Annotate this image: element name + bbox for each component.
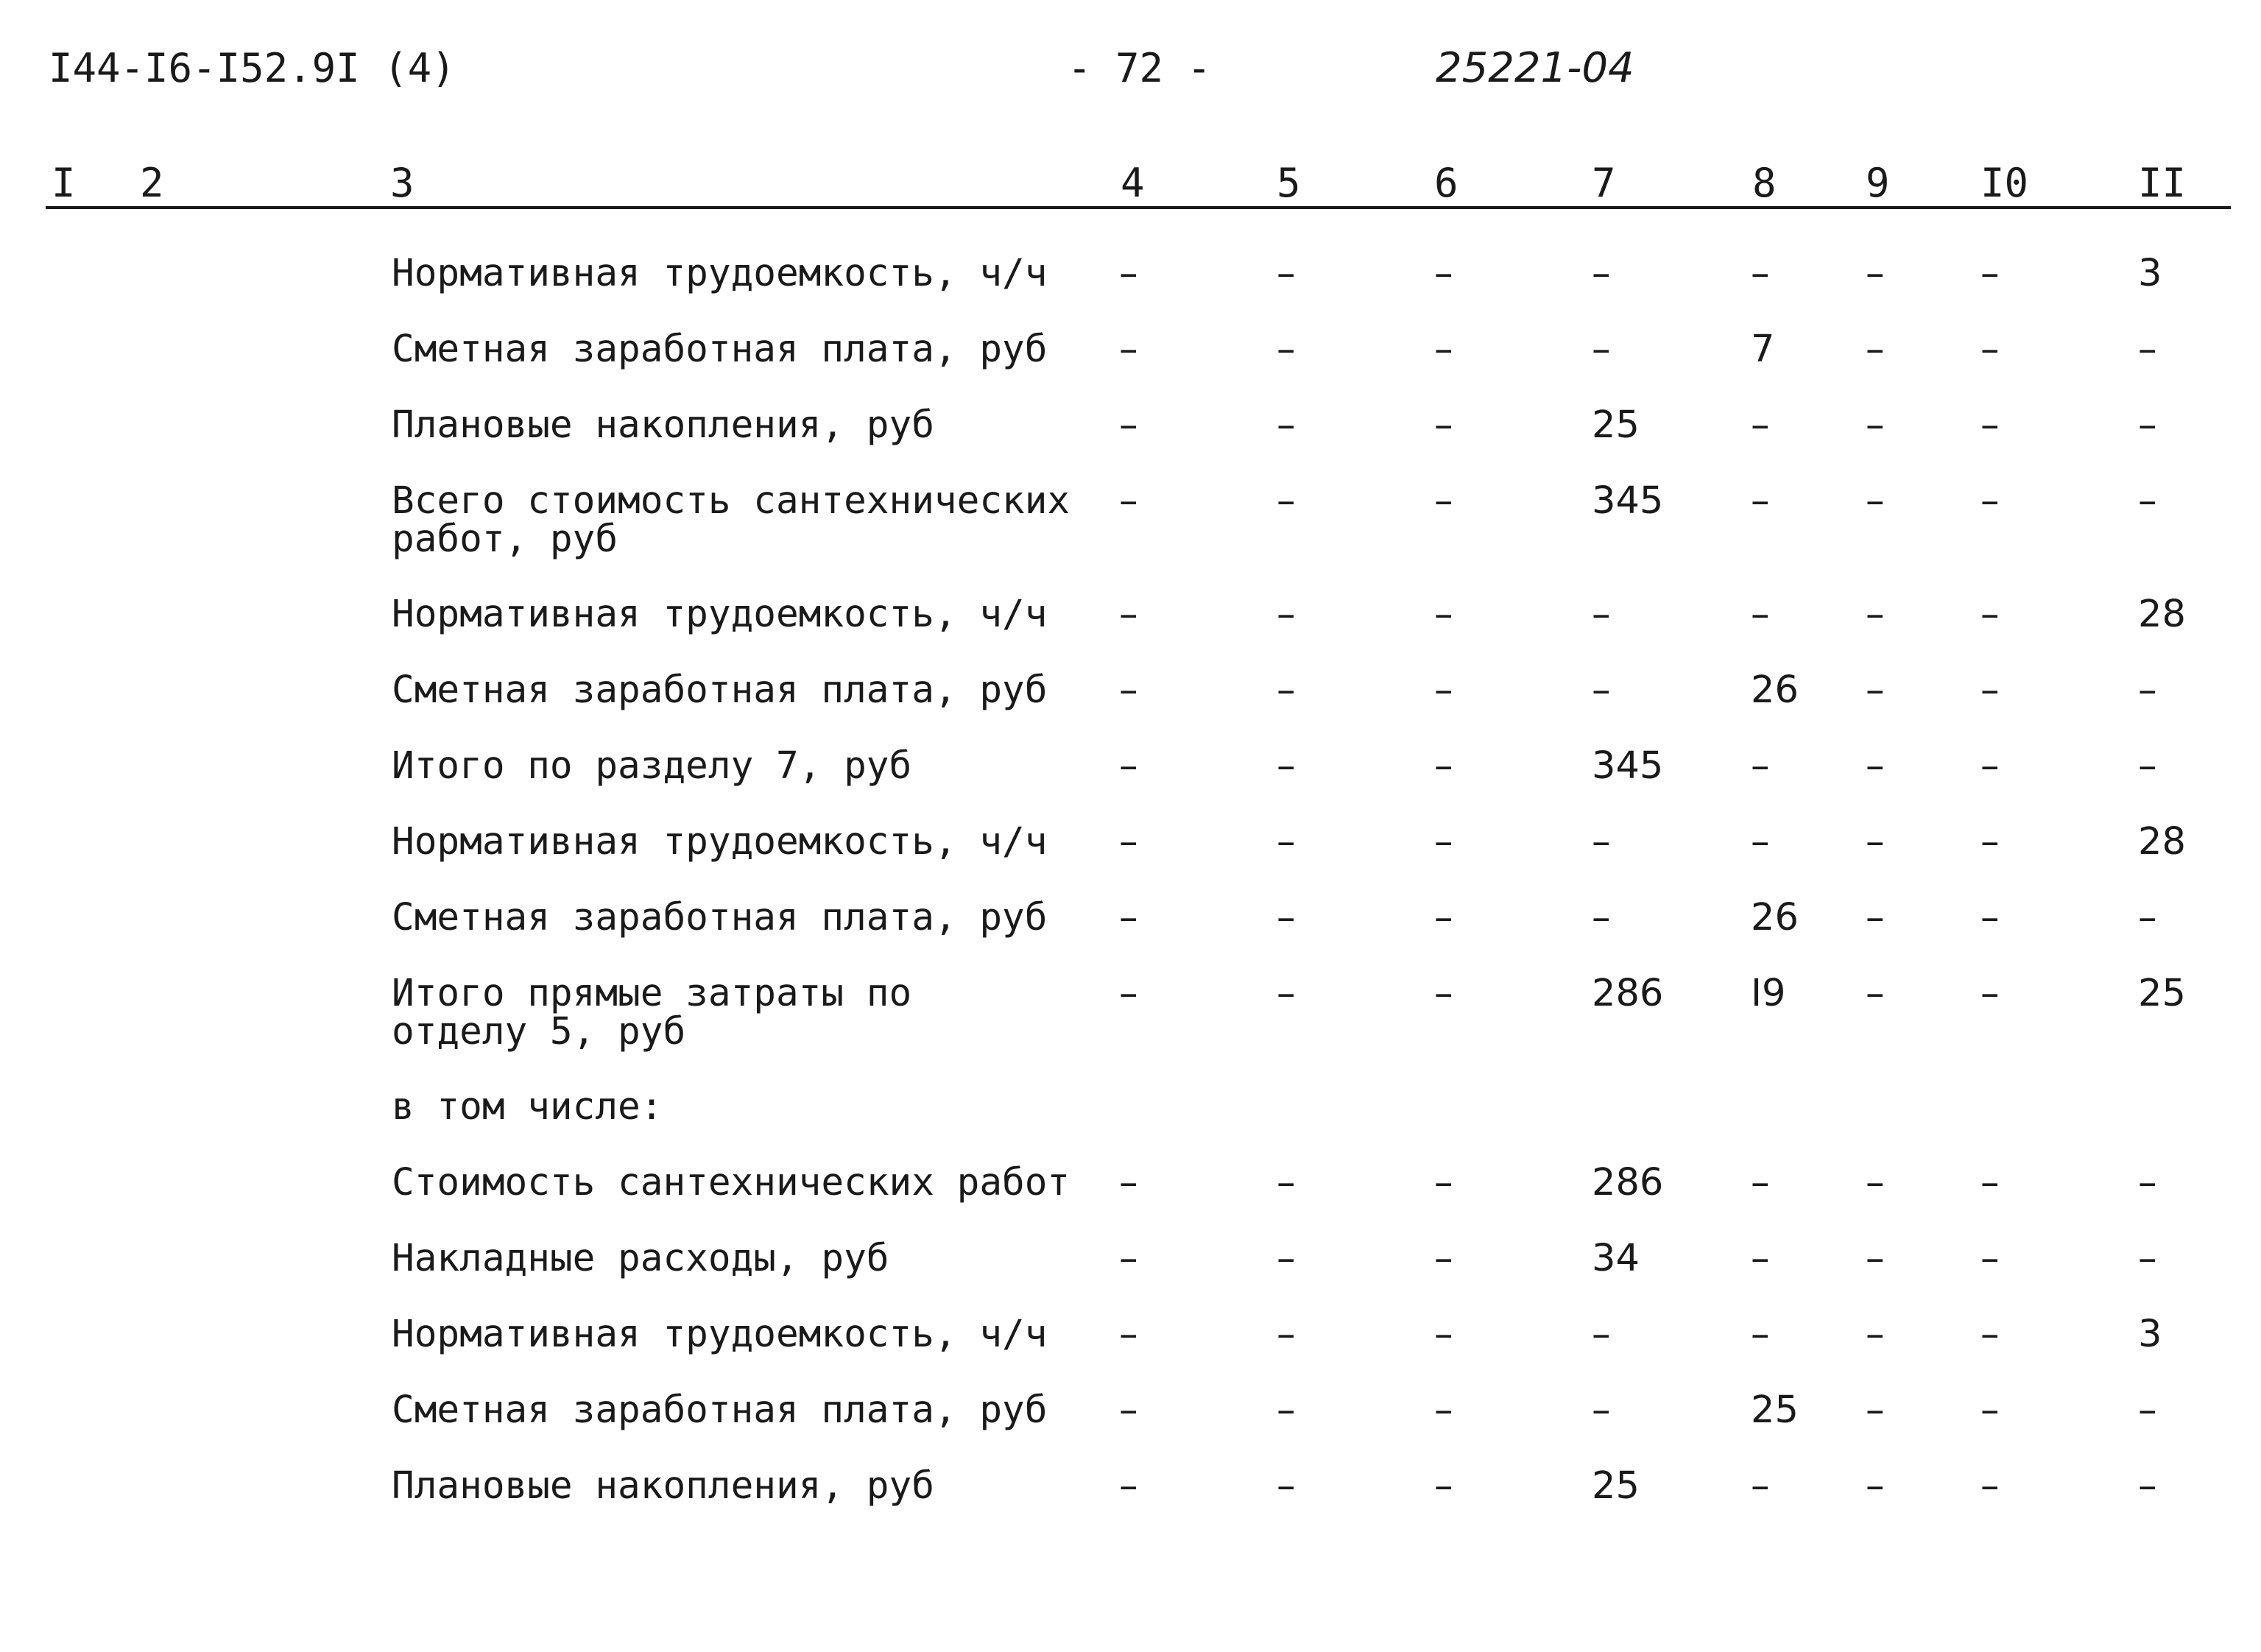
cell-col9: – — [1866, 479, 1885, 523]
cell-col11: – — [2138, 1237, 2157, 1280]
cell-col9: – — [1866, 1313, 1885, 1356]
cell-col6: – — [1434, 403, 1453, 447]
cell-col8: – — [1751, 1161, 1770, 1204]
cell-col7: 286 — [1592, 972, 1664, 1015]
cell-col7: – — [1592, 668, 1611, 712]
cell-col11: – — [2138, 328, 2157, 371]
cell-col11: 3 — [2138, 1313, 2162, 1356]
cell-col7: 34 — [1592, 1237, 1640, 1280]
cell-col7: – — [1592, 820, 1611, 864]
cell-col5: – — [1277, 1388, 1296, 1432]
cell-col6: – — [1434, 252, 1453, 295]
cell-col11: – — [2138, 1388, 2157, 1432]
table-row — [0, 1388, 2261, 1467]
table-row — [0, 479, 2261, 596]
row-label: Плановые накопления, руб — [392, 403, 934, 447]
cell-col5: – — [1277, 896, 1296, 939]
row-label: Сметная заработная плата, руб — [392, 668, 1048, 712]
table-row — [0, 744, 2261, 823]
column-header-2: 2 — [140, 160, 164, 206]
cell-col11: – — [2138, 668, 2157, 712]
table-row — [0, 820, 2261, 899]
cell-col5: – — [1277, 820, 1296, 864]
table-row — [0, 1464, 2261, 1543]
cell-col8: – — [1751, 479, 1770, 523]
cell-col5: – — [1277, 744, 1296, 788]
cell-col11: 28 — [2138, 593, 2186, 636]
cell-col11: – — [2138, 1161, 2157, 1204]
cell-col5: – — [1277, 403, 1296, 447]
cell-col5: – — [1277, 668, 1296, 712]
cell-col4: – — [1119, 479, 1138, 523]
cell-col11: – — [2138, 744, 2157, 788]
table-row — [0, 252, 2261, 331]
row-label: Нормативная трудоемкость, ч/ч — [392, 593, 1048, 636]
cell-col4: – — [1119, 1161, 1138, 1204]
cell-col9: – — [1866, 1237, 1885, 1280]
cell-col11: – — [2138, 479, 2157, 523]
cell-col10: – — [1980, 1464, 2000, 1508]
cell-col9: – — [1866, 1464, 1885, 1508]
cell-col4: – — [1119, 1237, 1138, 1280]
cell-col6: – — [1434, 820, 1453, 864]
row-label: Нормативная трудоемкость, ч/ч — [392, 252, 1048, 295]
cell-col9: – — [1866, 252, 1885, 295]
cell-col8: – — [1751, 252, 1770, 295]
cell-col6: – — [1434, 1237, 1453, 1280]
cell-col9: – — [1866, 403, 1885, 447]
cell-col4: – — [1119, 403, 1138, 447]
row-label: Сметная заработная плата, руб — [392, 896, 1048, 939]
cell-col5: – — [1277, 593, 1296, 636]
row-label: Сметная заработная плата, руб — [392, 1388, 1048, 1432]
page-number: - 72 - — [1068, 45, 1212, 91]
row-label: Нормативная трудоемкость, ч/ч — [392, 820, 1048, 864]
cell-col10: – — [1980, 972, 2000, 1015]
cell-col7: 345 — [1592, 744, 1664, 788]
cell-col9: – — [1866, 820, 1885, 864]
column-header-5: 5 — [1277, 160, 1301, 206]
cell-col4: – — [1119, 820, 1138, 864]
cell-col6: – — [1434, 1388, 1453, 1432]
cell-col5: – — [1277, 1237, 1296, 1280]
table-row — [0, 896, 2261, 975]
cell-col8: – — [1751, 1313, 1770, 1356]
cell-col10: – — [1980, 593, 2000, 636]
cell-col9: – — [1866, 668, 1885, 712]
cell-col4: – — [1119, 668, 1138, 712]
column-header-7: 7 — [1592, 160, 1616, 206]
cell-col6: – — [1434, 1313, 1453, 1356]
table-row — [0, 1237, 2261, 1316]
row-label: Плановые накопления, руб — [392, 1464, 934, 1508]
cell-col8: – — [1751, 820, 1770, 864]
cell-col8: I9 — [1751, 972, 1786, 1015]
cell-col6: – — [1434, 593, 1453, 636]
table-row — [0, 1161, 2261, 1240]
cell-col7: – — [1592, 1313, 1611, 1356]
row-label: Сметная заработная плата, руб — [392, 328, 1048, 371]
cell-col6: – — [1434, 479, 1453, 523]
cell-col8: 26 — [1751, 668, 1799, 712]
cell-col7: – — [1592, 1388, 1611, 1432]
cell-col5: – — [1277, 972, 1296, 1015]
cell-col9: – — [1866, 328, 1885, 371]
cell-col10: – — [1980, 1313, 2000, 1356]
cell-col6: – — [1434, 896, 1453, 939]
cell-col10: – — [1980, 744, 2000, 788]
cell-col6: – — [1434, 328, 1453, 371]
cell-col10: – — [1980, 252, 2000, 295]
cell-col7: 25 — [1592, 403, 1640, 447]
row-label: Итого прямые затраты по отделу 5, руб — [392, 972, 912, 1053]
cell-col7: 345 — [1592, 479, 1664, 523]
cell-col5: – — [1277, 252, 1296, 295]
row-label: Всего стоимость сантехнических работ, руб — [392, 479, 1070, 561]
column-header-9: 9 — [1866, 160, 1890, 206]
cell-col11: 25 — [2138, 972, 2186, 1015]
cell-col7: – — [1592, 252, 1611, 295]
cell-col7: – — [1592, 896, 1611, 939]
cell-col5: – — [1277, 328, 1296, 371]
cell-col6: – — [1434, 972, 1453, 1015]
table-body — [0, 252, 2261, 1543]
cell-col11: 3 — [2138, 252, 2162, 295]
cell-col9: – — [1866, 593, 1885, 636]
cell-col4: – — [1119, 252, 1138, 295]
cell-col9: – — [1866, 744, 1885, 788]
cell-col4: – — [1119, 328, 1138, 371]
cell-col8: – — [1751, 403, 1770, 447]
cell-col11: – — [2138, 896, 2157, 939]
cell-col9: – — [1866, 1161, 1885, 1204]
cell-col6: – — [1434, 668, 1453, 712]
table-row — [0, 972, 2261, 1088]
cell-col5: – — [1277, 1464, 1296, 1508]
cell-col5: – — [1277, 1161, 1296, 1204]
table-row — [0, 1313, 2261, 1391]
cell-col7: – — [1592, 593, 1611, 636]
cell-col10: – — [1980, 403, 2000, 447]
cell-col9: – — [1866, 972, 1885, 1015]
cell-col10: – — [1980, 1237, 2000, 1280]
cell-col5: – — [1277, 479, 1296, 523]
cell-col8: – — [1751, 1237, 1770, 1280]
column-header-3: 3 — [390, 160, 415, 206]
cell-col11: – — [2138, 1464, 2157, 1508]
cell-col8: – — [1751, 744, 1770, 788]
cell-col4: – — [1119, 896, 1138, 939]
cell-col8: 26 — [1751, 896, 1799, 939]
column-header-4: 4 — [1121, 160, 1145, 206]
column-header-8: 8 — [1752, 160, 1777, 206]
cell-col8: – — [1751, 593, 1770, 636]
cell-col10: – — [1980, 1161, 2000, 1204]
cell-col10: – — [1980, 896, 2000, 939]
column-header-6: 6 — [1434, 160, 1458, 206]
cell-col11: 28 — [2138, 820, 2186, 864]
cell-col7: 286 — [1592, 1161, 1664, 1204]
cell-col4: – — [1119, 1313, 1138, 1356]
column-header-10: I0 — [1980, 160, 2029, 206]
row-label: Стоимость сантехнических работ — [392, 1161, 1070, 1204]
table-row — [0, 593, 2261, 671]
cell-col10: – — [1980, 1388, 2000, 1432]
table-row — [0, 328, 2261, 406]
cell-col4: – — [1119, 1464, 1138, 1508]
table-row — [0, 403, 2261, 482]
cell-col7: – — [1592, 328, 1611, 371]
cell-col10: – — [1980, 820, 2000, 864]
cell-col11: – — [2138, 403, 2157, 447]
row-label: Итого по разделу 7, руб — [392, 744, 912, 788]
document-code: I44-I6-I52.9I (4) — [49, 45, 456, 91]
table-row — [0, 668, 2261, 747]
cell-col4: – — [1119, 972, 1138, 1015]
cell-col8: – — [1751, 1464, 1770, 1508]
cell-col6: – — [1434, 744, 1453, 788]
cell-col4: – — [1119, 593, 1138, 636]
handwritten-code: 25221-04 — [1436, 44, 1634, 92]
row-label: в том числе: — [392, 1085, 663, 1129]
cell-col4: – — [1119, 744, 1138, 788]
cell-col9: – — [1866, 896, 1885, 939]
table-row — [0, 1085, 2261, 1164]
cell-col9: – — [1866, 1388, 1885, 1432]
cell-col6: – — [1434, 1464, 1453, 1508]
row-label: Накладные расходы, руб — [392, 1237, 889, 1280]
cell-col8: 25 — [1751, 1388, 1799, 1432]
cell-col4: – — [1119, 1388, 1138, 1432]
header-rule — [46, 206, 2231, 209]
cell-col5: – — [1277, 1313, 1296, 1356]
column-header-11: II — [2138, 160, 2187, 206]
cell-col10: – — [1980, 479, 2000, 523]
row-label: Нормативная трудоемкость, ч/ч — [392, 1313, 1048, 1356]
cell-col10: – — [1980, 668, 2000, 712]
cell-col8: 7 — [1751, 328, 1775, 371]
column-header-1: I — [52, 160, 76, 206]
cell-col6: – — [1434, 1161, 1453, 1204]
cell-col7: 25 — [1592, 1464, 1640, 1508]
cell-col10: – — [1980, 328, 2000, 371]
